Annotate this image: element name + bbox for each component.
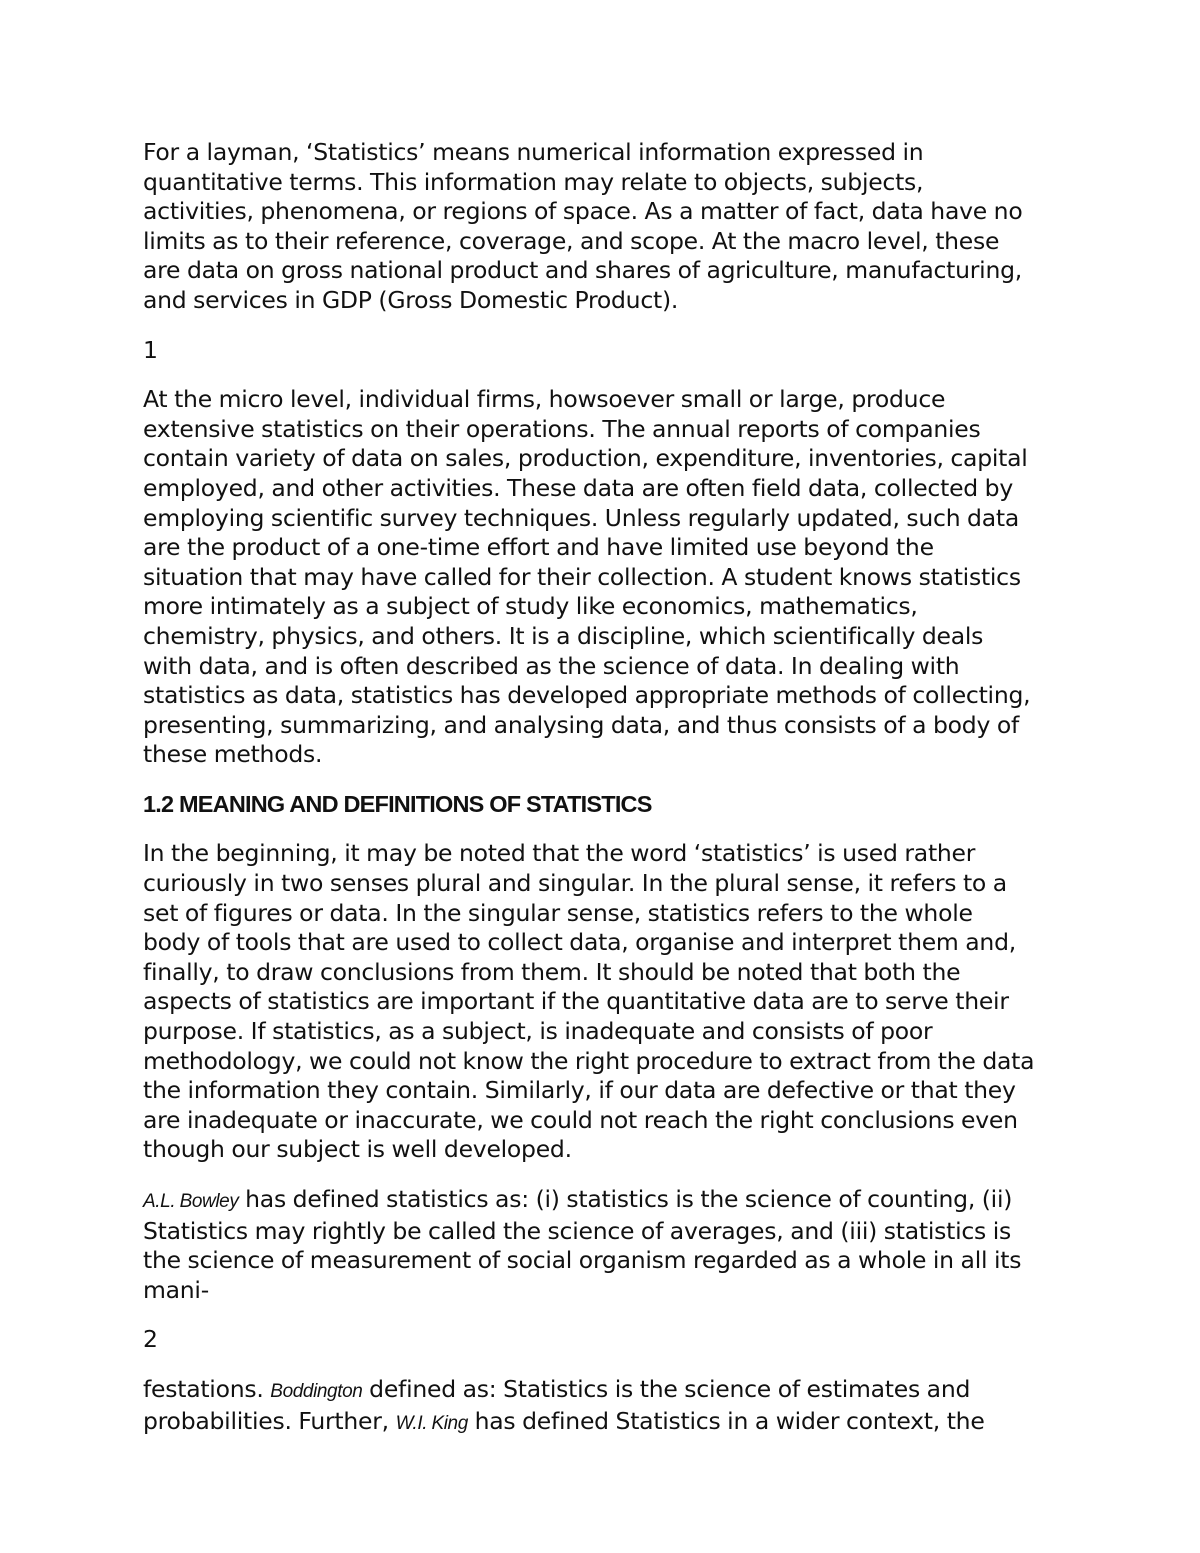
text-line: these methods. [143,740,323,769]
author-name-king: W.I. King [395,1412,468,1434]
document-page [143,138,1073,1438]
paragraph-boddington-king [143,1375,1073,1438]
text-line: quantitative terms. This information may relate to objects, subjects, [143,167,924,196]
text-line: methodology, we could not know the right procedure to extract from the data [143,1046,1035,1075]
text-line: set of figures or data. In the singular sense, statistics refers to the whole [143,898,973,927]
text-line: statistics as data, statistics has developed appropriate methods of collecting, [143,681,1031,710]
text-line: with data, and is often described as the science of data. In dealing with [143,651,960,680]
author-name-bowley: A.L. Bowley [143,1191,239,1212]
text-line: are data on gross national product and shares of agriculture, manufacturing, [143,256,1022,285]
text-line: body of tools that are used to collect data, organise and interpret them and, [143,928,1016,957]
text-line [143,1185,1073,1217]
text-line: curiously in two senses plural and singular. In the plural sense, it refers to a [143,869,1007,898]
text-line: employing scientific survey techniques. Unless regularly updated, such data [143,503,1019,532]
text-line: contain variety of data on sales, production, expenditure, inventories, capital [143,444,1028,473]
paragraph-two-senses [143,839,1073,1165]
text-line: are the product of a one-time effort and have limited use beyond the [143,533,934,562]
text-line: situation that may have called for their collection. A student knows statistics [143,562,1021,591]
text-line: mani- [143,1275,209,1304]
text-line: aspects of statistics are important if the quantitative data are to serve their [143,987,1009,1016]
text-fragment: festations. [143,1374,271,1403]
text-fragment: defined as: Statistics is the science of estimates and [362,1374,971,1403]
paragraph-layman-definition [143,138,1073,316]
text-line: presenting, summarizing, and analysing data, and thus consists of a body of [143,710,1019,739]
page-number-1: 1 [143,335,158,364]
text-line: At the micro level, individual firms, howsoever small or large, produce [143,385,946,414]
text-line: extensive statistics on their operations. The annual reports of companies [143,414,981,443]
author-name-boddington: Boddington [270,1380,363,1402]
text-line [143,1375,1073,1407]
text-line: activities, phenomena, or regions of space. As a matter of fact, data have no [143,197,1023,226]
text-line: chemistry, physics, and others. It is a discipline, which scientifically deals [143,621,984,650]
text-line: In the beginning, it may be noted that the word ‘statistics’ is used rather [143,839,976,868]
text-line: finally, to draw conclusions from them. It should be noted that both the [143,957,961,986]
text-fragment: has defined statistics as: (i) statistics is the science of counting, (ii) [238,1185,1013,1213]
text-line: and services in GDP (Gross Domestic Product). [143,285,679,314]
text-fragment: probabilities. Further, [143,1406,396,1435]
text-line: employed, and other activities. These data are often field data, collected by [143,473,1013,502]
text-line: are inadequate or inaccurate, we could not reach the right conclusions even [143,1105,1018,1134]
text-fragment: has defined Statistics in a wider context, the [467,1406,985,1435]
paragraph-bowley-definition [143,1185,1073,1305]
text-line: more intimately as a subject of study like economics, mathematics, [143,592,918,621]
text-line: Statistics may rightly be called the science of averages, and (iii) statistics is [143,1216,1012,1245]
text-line [143,1407,1073,1439]
paragraph-micro-level [143,385,1073,770]
text-line: the science of measurement of social organism regarded as a whole in all its [143,1246,1022,1275]
text-line: the information they contain. Similarly, if our data are defective or that they [143,1076,1016,1105]
text-line: though our subject is well developed. [143,1135,572,1164]
text-line: limits as to their reference, coverage, and scope. At the macro level, these [143,226,1000,255]
page-number-2: 2 [143,1325,158,1354]
text-line: purpose. If statistics, as a subject, is inadequate and consists of poor [143,1017,933,1046]
text-line: For a layman, ‘Statistics’ means numerical information expressed in [143,138,924,166]
section-heading: 1.2 MEANING AND DEFINITIONS OF STATISTICS [143,790,652,817]
